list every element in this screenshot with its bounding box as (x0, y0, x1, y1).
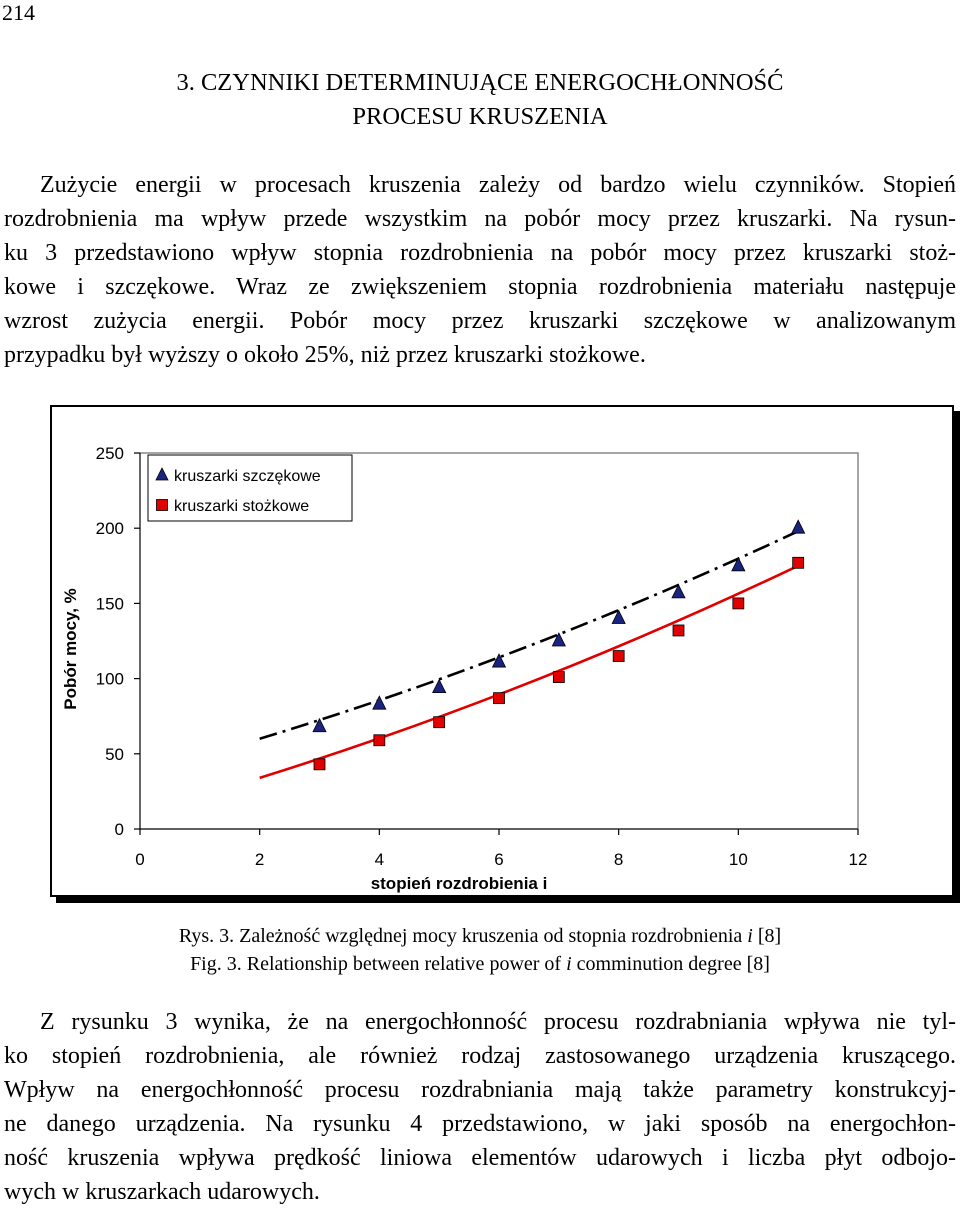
text-line: wzrost zużycia energii. Pobór mocy przez kruszarki szczękowe w analizowanym (4, 308, 956, 334)
text-line: ne danego urządzenia. Na rysunku 4 przedstawiono, w jaki sposób na energochłon- (4, 1111, 956, 1137)
section-heading-line2: PROCESU KRUSZENIA (352, 103, 608, 130)
x-tick-label: 10 (728, 850, 748, 869)
data-point-stozkowe (434, 717, 445, 728)
figure-frame (50, 405, 954, 897)
section-heading (0, 66, 960, 134)
y-tick-label: 200 (95, 519, 124, 539)
text-line: wych w kruszarkach udarowych. (4, 1179, 320, 1205)
x-tick-label: 8 (613, 850, 624, 869)
caption-en-suffix: comminution degree [8] (571, 953, 770, 975)
chart (52, 407, 952, 895)
text-line: ność kruszenia wpływa prędkość liniowa elementów udarowych i liczba płyt odbojo- (4, 1145, 956, 1171)
paragraph-intro (4, 168, 956, 372)
x-tick-label: 0 (135, 850, 145, 869)
text-line: przypadku był wyższy o około 25%, niż przez kruszarki stożkowe. (4, 342, 646, 368)
data-point-stozkowe (733, 598, 744, 609)
data-point-stozkowe (314, 759, 325, 770)
text-line: rozdrobnienia ma wpływ przede wszystkim na pobór mocy przez kruszarki. Na rysun- (4, 206, 956, 232)
text-line: ku 3 przedstawiono wpływ stopnia rozdrobnienia na pobór mocy przez kruszarki stoż- (4, 240, 956, 266)
caption-pl-text: Rys. 3. Zależność względnej mocy kruszenia od stopnia rozdrobnienia (178, 925, 748, 947)
x-tick-label: 4 (374, 850, 385, 869)
text-line: kowe i szczękowe. Wraz ze zwiększeniem stopnia rozdrobnienia materiału następuje (4, 274, 956, 300)
legend-label-szczekowe: kruszarki szczękowe (174, 468, 321, 485)
section-heading-line1: 3. CZYNNIKI DETERMINUJĄCE ENERGOCHŁONNOŚĆ (176, 69, 784, 96)
trendline-stozkowe (260, 566, 799, 778)
legend-label-stozkowe: kruszarki stożkowe (174, 498, 310, 515)
data-point-stozkowe (494, 693, 505, 704)
data-point-stozkowe (613, 651, 624, 662)
figure-caption-pl (0, 922, 960, 950)
x-tick-label: 12 (848, 850, 868, 869)
y-tick-label: 100 (95, 669, 124, 689)
data-point-stozkowe (553, 672, 564, 683)
figure-caption-en (0, 950, 960, 978)
page-number: 214 (2, 0, 35, 25)
y-axis-label: Pobór mocy, % (61, 588, 80, 710)
caption-en-text: Fig. 3. Relationship between relative power of (190, 953, 567, 975)
x-tick-label: 6 (494, 850, 504, 869)
data-point-stozkowe (374, 735, 385, 746)
text-line: Z rysunku 3 wynika, że na energochłonność procesu rozdrabniania wpływa nie tyl- (40, 1009, 956, 1035)
y-tick-label: 50 (105, 744, 124, 764)
trendline-szczekowe (260, 531, 799, 739)
x-axis-label: stopień rozdrobienia i (370, 874, 548, 893)
paragraph-conclusion (4, 1005, 956, 1209)
data-point-szczekowe (373, 696, 386, 709)
legend-marker-stozkowe (157, 500, 168, 511)
caption-pl-italic: i (747, 925, 753, 947)
caption-en-italic: i (566, 953, 572, 975)
data-point-stozkowe (673, 625, 684, 636)
x-tick-label: 2 (254, 850, 265, 869)
text-line: Zużycie energii w procesach kruszenia zależy od bardzo wielu czynników. Stopień (40, 172, 956, 198)
y-tick-label: 0 (114, 820, 124, 839)
y-tick-label: 250 (95, 444, 124, 463)
text-line: Wpływ na energochłonność procesu rozdrabniania mają także parametry konstrukcyj- (4, 1077, 956, 1103)
caption-pl-suffix: [8] (752, 925, 782, 947)
data-point-szczekowe (792, 520, 805, 533)
y-tick-label: 150 (95, 594, 124, 614)
data-point-stozkowe (793, 557, 804, 568)
data-point-szczekowe (433, 680, 446, 693)
text-line: ko stopień rozdrobnienia, ale również rodzaj zastosowanego urządzenia kruszącego. (4, 1043, 956, 1069)
